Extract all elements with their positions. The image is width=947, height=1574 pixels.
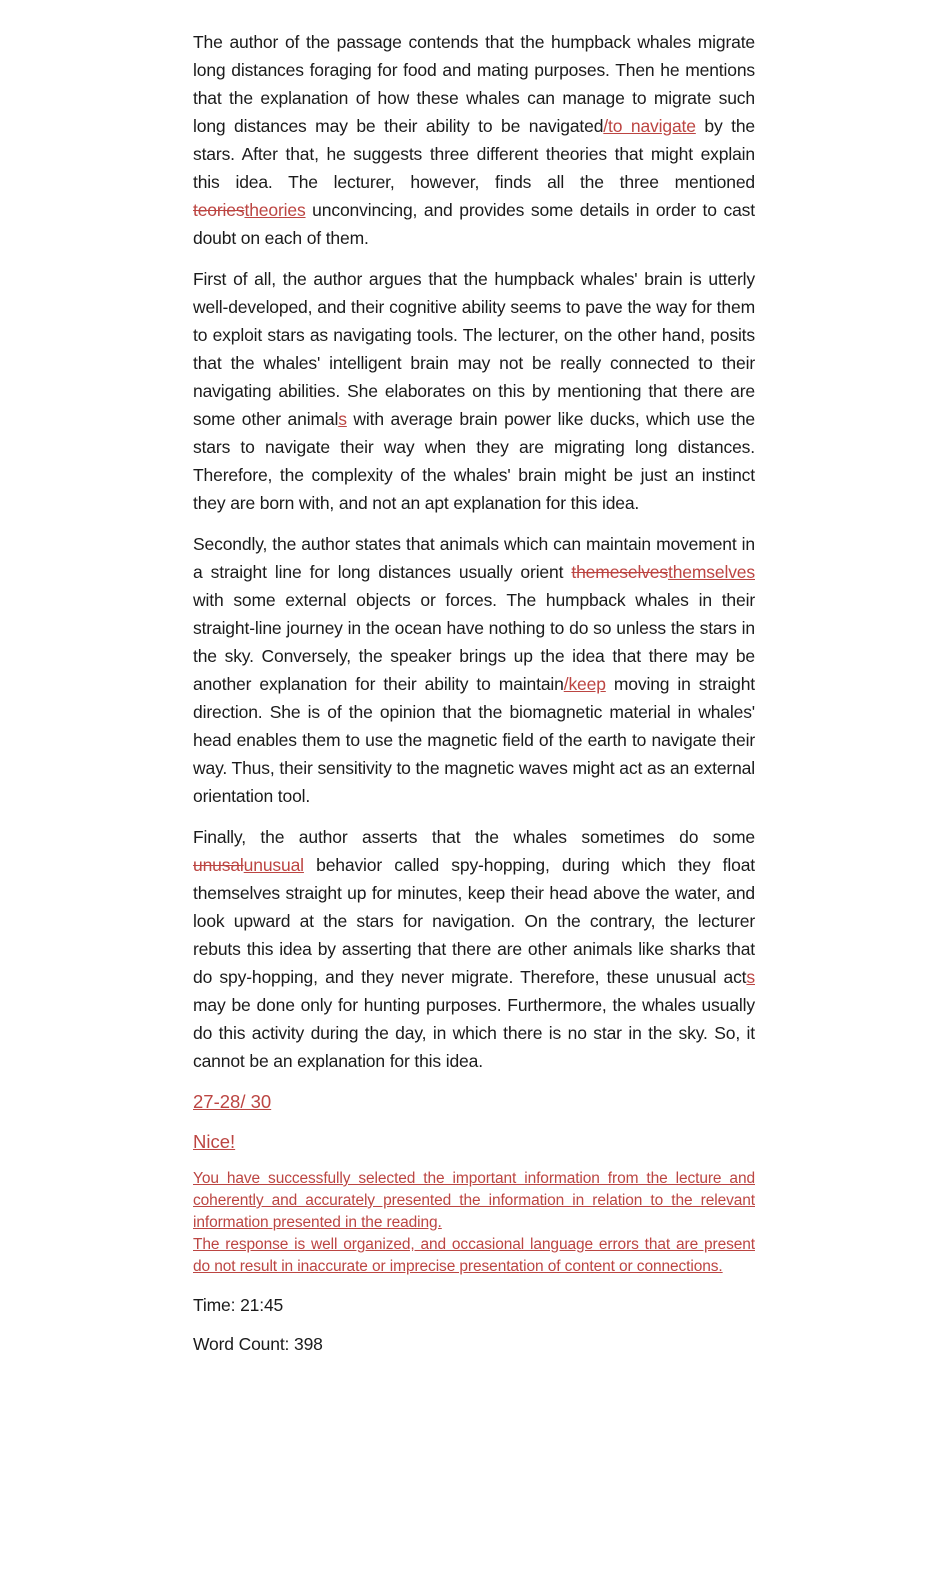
inserted-text: /keep bbox=[563, 674, 606, 694]
inserted-text: theories bbox=[244, 200, 306, 220]
score-line: 27-28/ 30 bbox=[193, 1091, 272, 1112]
time-label: Time: bbox=[193, 1295, 236, 1315]
inserted-text: s bbox=[746, 967, 755, 987]
feedback-text: The response is well organized, and occasional language errors that are present do not result in inaccurate or imprecise presentation of content or connections. bbox=[193, 1236, 755, 1275]
inserted-text: unusual bbox=[243, 855, 304, 875]
verdict-line: Nice! bbox=[193, 1131, 236, 1152]
essay-paragraph bbox=[193, 530, 755, 810]
text-run: First of all, the author argues that the humpback whales' brain is utterly well-developed, and their cognitive ability seems to pave the way for them to exploit stars as navigating tools. The lecturer, on the other hand, posits that the whales' intelligent brain may not be really connected to their navigating abilities. She elaborates on this by mentioning that there are some other animal bbox=[193, 269, 755, 429]
time-line bbox=[193, 1291, 755, 1319]
inserted-text: themselves bbox=[667, 562, 755, 582]
text-run: Secondly, the author states that animals which can maintain movement in a straight line for long distances usually orient bbox=[193, 534, 755, 582]
feedback-block bbox=[193, 1168, 755, 1278]
essay-document bbox=[193, 0, 755, 1358]
deleted-text: themeselves bbox=[571, 562, 668, 582]
time-value: 21:45 bbox=[240, 1295, 284, 1315]
essay-body bbox=[193, 28, 755, 1075]
text-run: unconvincing, and provides some details in order to cast doubt on each of them. bbox=[193, 200, 755, 248]
text-run: moving in straight direction. She is of the opinion that the biomagnetic material in whales' head enables them to use the magnetic field of the earth to navigate their way. Thus, their sensitivity to the magnetic waves might act as an external orientation tool. bbox=[193, 674, 755, 806]
inserted-text: s bbox=[338, 409, 347, 429]
text-run: behavior called spy-hopping, during which they float themselves straight up for minutes, keep their head above the water, and look upward at the stars for navigation. On the contrary, the lecturer rebuts this idea by asserting that there are other animals like sharks that do spy-hopping, and they never migrate. Therefore, these unusual act bbox=[193, 855, 755, 987]
word-count-value: 398 bbox=[294, 1334, 323, 1354]
text-run: with some external objects or forces. The humpback whales in their straight-line journey in the ocean have nothing to do so unless the stars in the sky. Conversely, the speaker brings up the idea that there may be another explanation for their ability to maintain bbox=[193, 590, 755, 694]
essay-paragraph bbox=[193, 28, 755, 252]
word-count-label: Word Count: bbox=[193, 1334, 290, 1354]
text-run: with average brain power like ducks, which use the stars to navigate their way when they are migrating long distances. Therefore, the complexity of the whales' brain might be just an instinct they are born with, and not an apt explanation for this idea. bbox=[193, 409, 755, 513]
text-run: Finally, the author asserts that the whales sometimes do some bbox=[193, 827, 755, 847]
essay-paragraph bbox=[193, 265, 755, 517]
inserted-text: /to navigate bbox=[603, 116, 696, 136]
feedback-text: You have successfully selected the important information from the lecture and coherently and accurately presented the information in relation to the relevant information presented in the reading. bbox=[193, 1170, 755, 1231]
essay-paragraph bbox=[193, 823, 755, 1075]
text-run: may be done only for hunting purposes. Furthermore, the whales usually do this activity during the day, in which there is no star in the sky. So, it cannot be an explanation for this idea. bbox=[193, 995, 755, 1071]
text-run: by the stars. After that, he suggests three different theories that might explain this idea. The lecturer, however, finds all the three mentioned bbox=[193, 116, 756, 192]
word-count-line bbox=[193, 1330, 755, 1358]
text-run: The author of the passage contends that the humpback whales migrate long distances foraging for food and mating purposes. Then he mentions that the explanation of how these whales can manage to migrate such long distances may be their ability to be navigated bbox=[193, 32, 755, 136]
deleted-text: unusal bbox=[193, 855, 244, 875]
deleted-text: teories bbox=[193, 200, 245, 220]
